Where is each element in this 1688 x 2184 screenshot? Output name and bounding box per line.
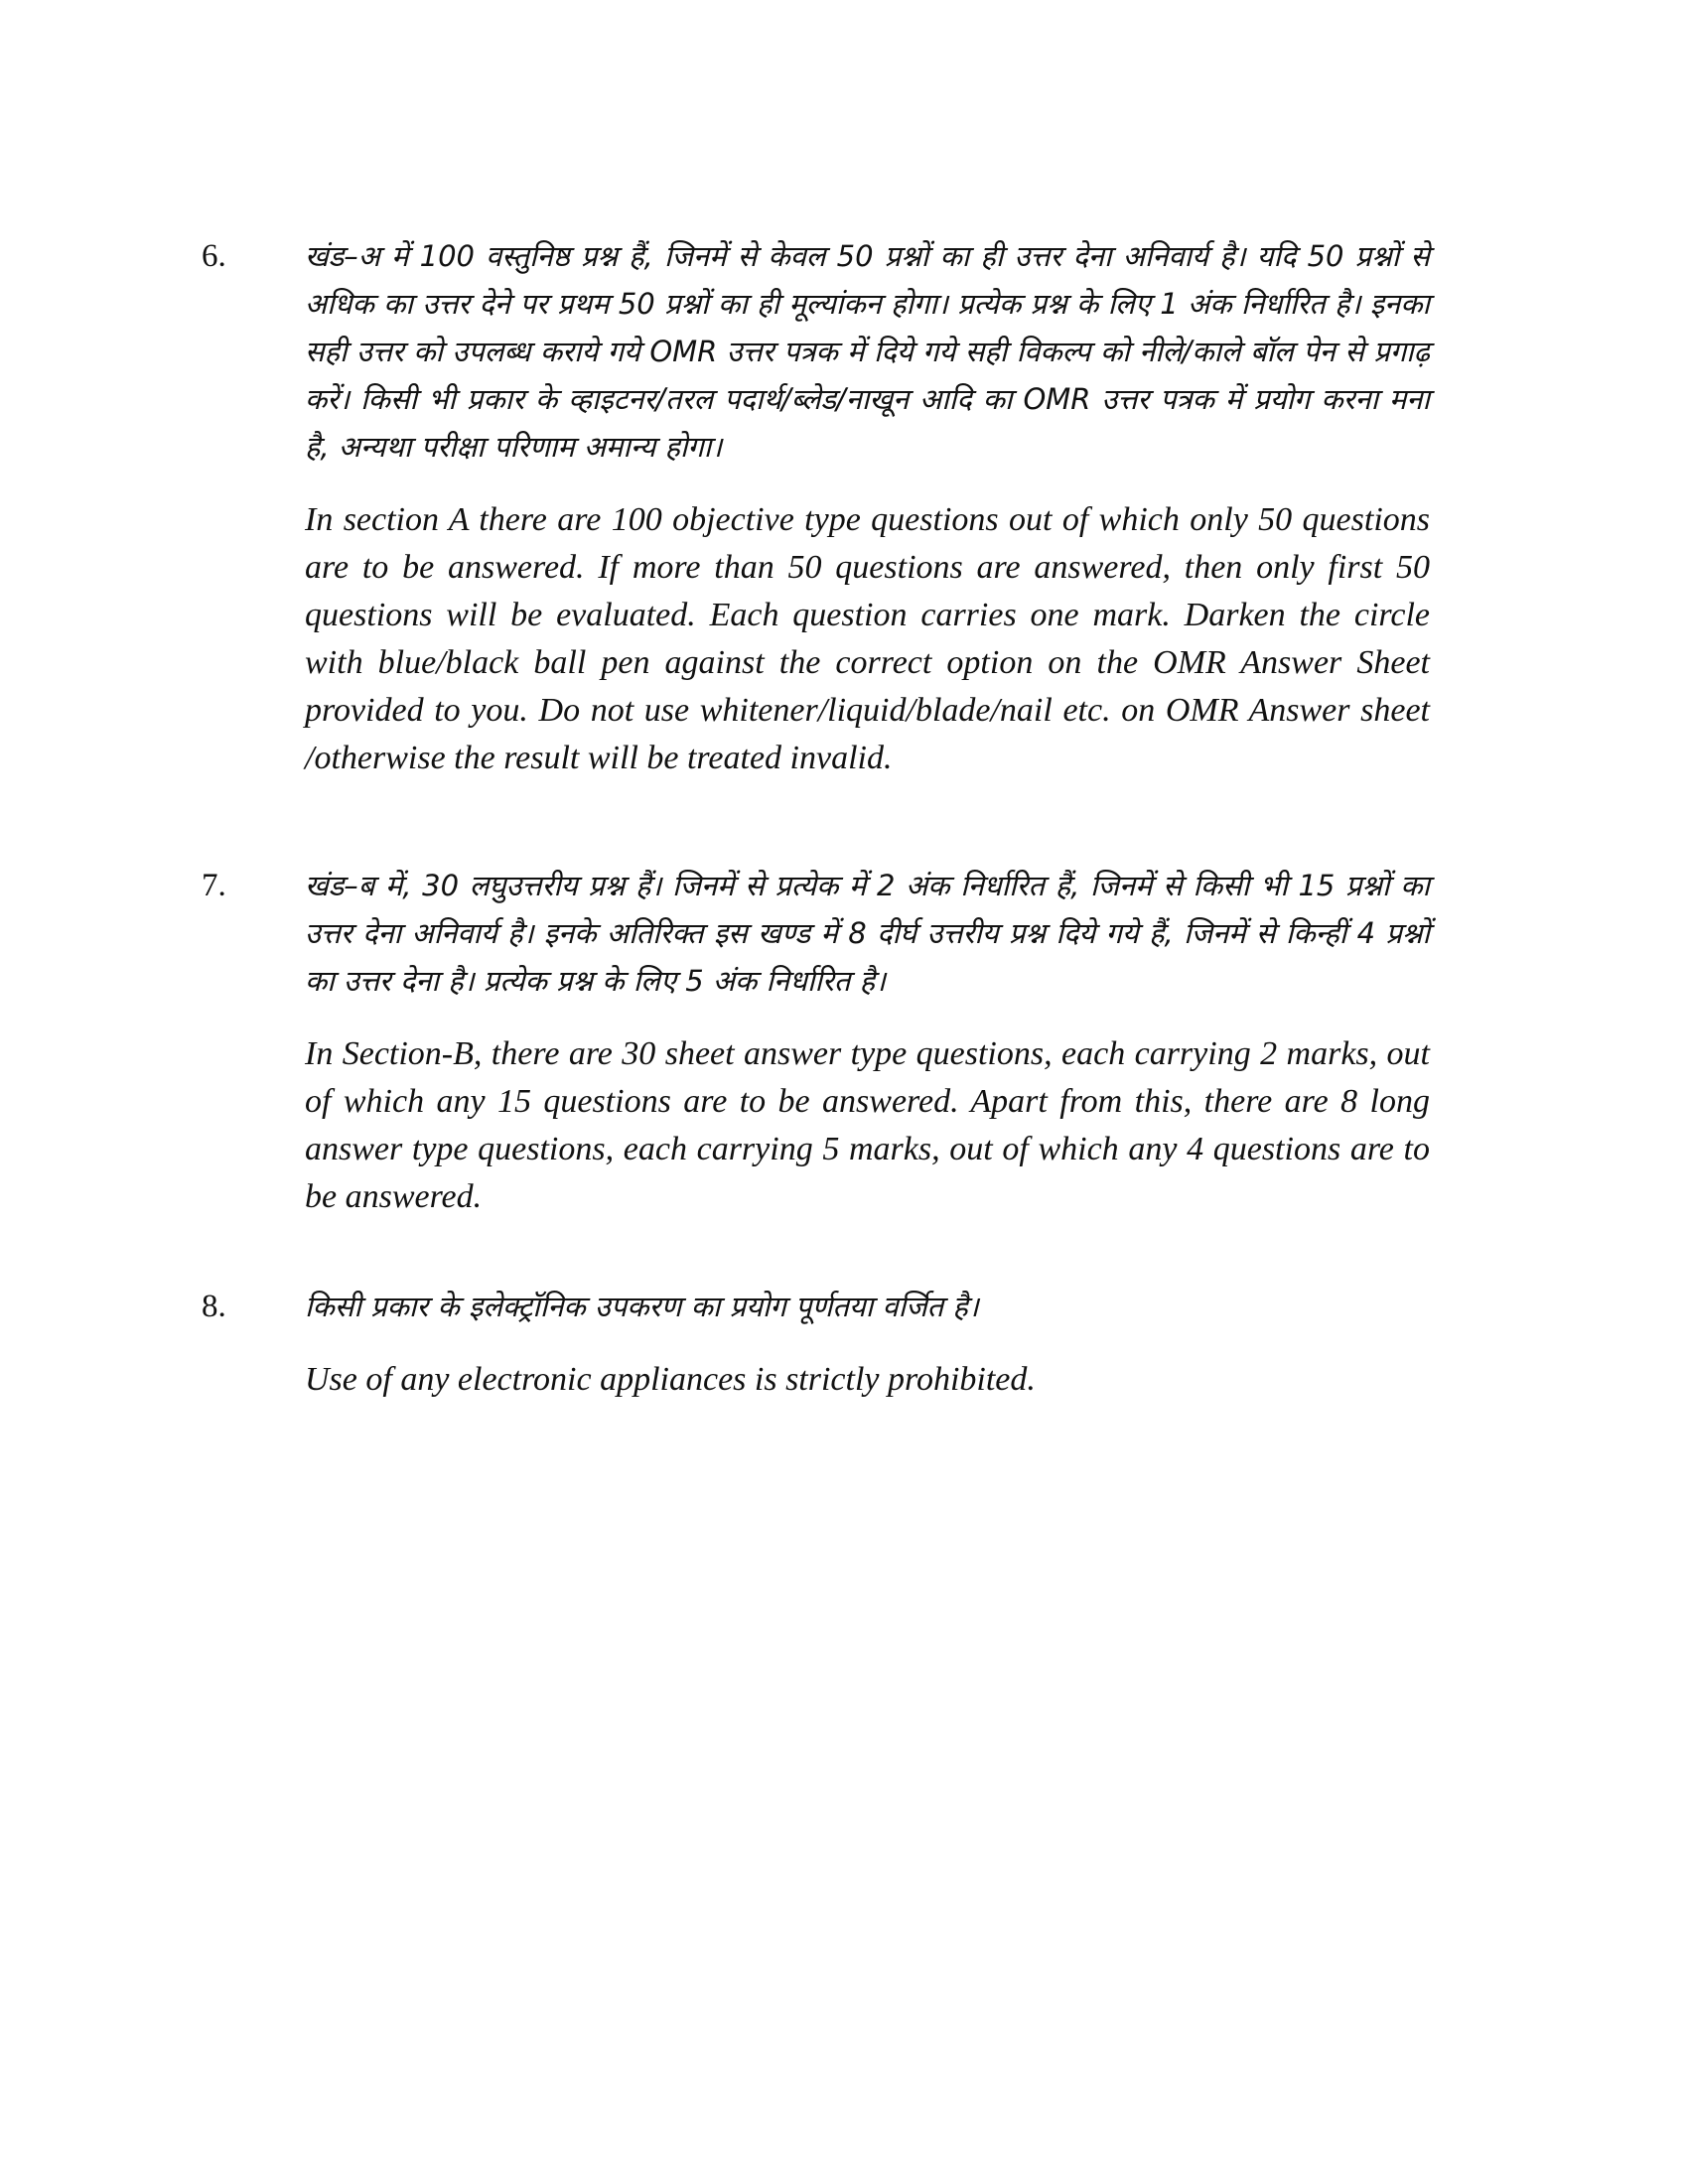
instruction-hindi-text: किसी प्रकार के इलेक्ट्रॉनिक उपकरण का प्रयोग पूर्णतया वर्जित है। [305,1290,979,1323]
instruction-hindi-text: खंड–ब में, 30 लघुउत्तरीय प्रश्न हैं। जिनमें से प्रत्येक में 2 अंक निर्धारित हैं, जिनमें से किसी भी 15 प्रश्नों का उत्तर देना अनिवार्य है। इनके अतिरिक्त इस खण्ड में 8 दीर्घ उत्तरीय प्रश्न दिये गये हैं, जिनमें से किन्हीं 4 प्रश्नों का उत्तर देना है। प्रत्येक प्रश्न के लिए 5 अंक निर्धारित है। [305,869,1430,998]
instruction-hindi-text: खंड–अ में 100 वस्तुनिष्ठ प्रश्न हैं, जिनमें से केवल 50 प्रश्नों का ही उत्तर देना अनिवार्य है। यदि 50 प्रश्नों से अधिक का उत्तर देने पर प्रथम 50 प्रश्नों का ही मूल्यांकन होगा। प्रत्येक प्रश्न के लिए 1 अंक निर्धारित है। इनका सही उत्तर को उपलब्ध कराये गये OMR उत्तर पत्रक में दिये गये सही विकल्प को नीले/काले बॉल पेन से प्रगाढ़ करें। किसी भी प्रकार के व्हाइटनर/तरल पदार्थ/ब्लेड/नाखून आदि का OMR उत्तर पत्रक में प्रयोग करना मना है, अन्यथा परीक्षा परिणाम अमान्य होगा। [305,239,1430,464]
instruction-number: 6. [202,238,226,274]
instruction-english-text: Use of any electronic appliances is strictly prohibited. [305,1361,1036,1398]
instruction-english-text: In Section-B, there are 30 sheet answer type questions, each carrying 2 marks, out of which any 15 questions are to be answered. Apart from this, there are 8 long answer type questions, each carrying 5 marks, out of which any 4 questions are to be answered. [305,1035,1430,1215]
instruction-number: 8. [202,1289,226,1324]
instruction-7 [202,862,1430,1221]
instruction-8 [202,1283,1430,1404]
instruction-number: 7. [202,868,226,903]
instruction-6 [202,232,1430,782]
instruction-english-text: In section A there are 100 objective type questions out of which only 50 questions are to be answered. If more than 50 questions are answered, then only first 50 questions will be evaluated. Each question carries one mark. Darken the circle with blue/black ball pen against the correct option on the OMR Answer Sheet provided to you. Do not use whitener/liquid/blade/nail etc. on OMR Answer sheet /otherwise the result will be treated invalid. [305,501,1430,776]
